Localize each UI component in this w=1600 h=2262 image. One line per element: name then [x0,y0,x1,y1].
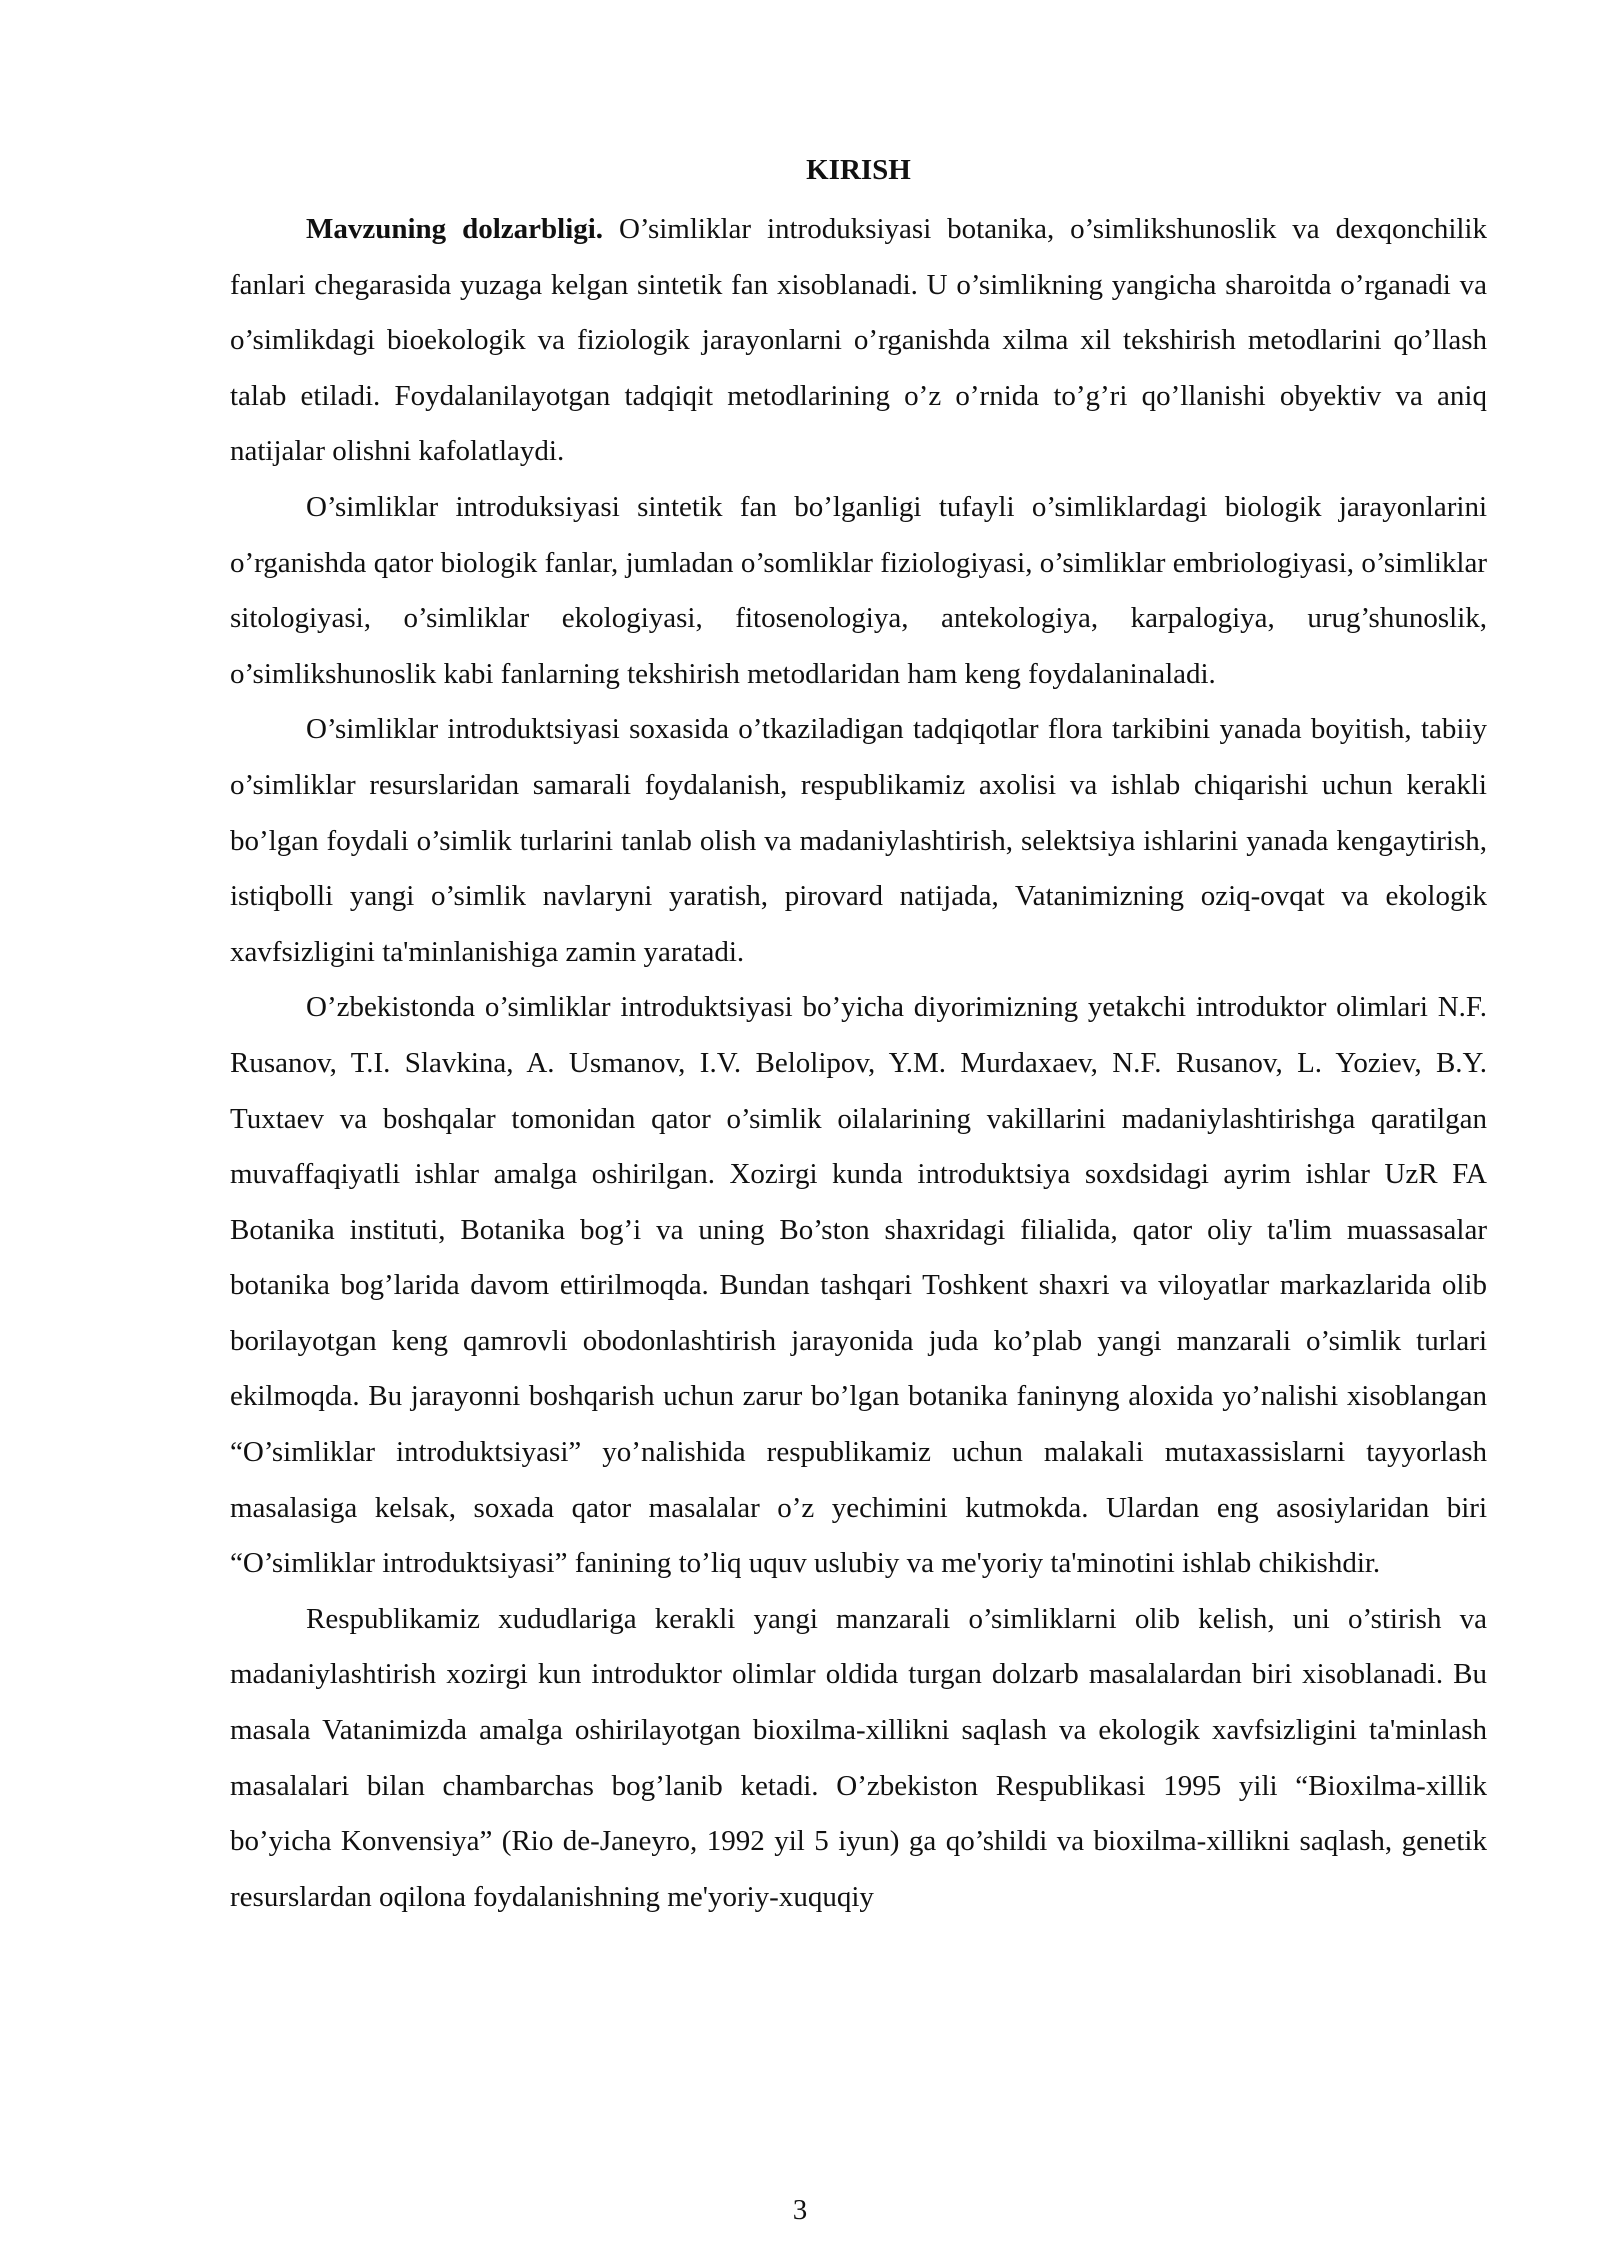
paragraph-scientists: O’zbekistonda o’simliklar introduktsiyasi bo’yicha diyorimizning yetakchi introduktor olimlari N.F. Rusanov, T.I. Slavkina, A. Usmanov, I.V. Belolipov, Y.M. Murdaxaev, N.F. Rusanov, L. Yoziev, B.Y. Tuxtaev va boshqalar tomonidan qator o’simlik oilalarining vakillarini madaniylashtirishga qaratilgan muvaffaqiyatli ishlar amalga oshirilgan. Xozirgi kunda introduktsiya soxdsidagi ayrim ishlar UzR FA Botanika instituti, Botanika bog’i va uning Bo’ston shaxridagi filialida, qator oliy ta'lim muassasalar botanika bog’larida davom ettirilmoqda. Bundan tashqari Toshkent shaxri va viloyatlar markazlarida olib borilayotgan keng qamrovli obodonlashtirish jarayonida juda ko’plab yangi manzarali o’simlik turlari ekilmoqda. Bu jarayonni boshqarish uchun zarur bo’lgan botanika faninyng aloxida yo’nalishi xisoblangan “O’simliklar introduktsiyasi” yo’nalishida respublikamiz uchun malakali mutaxassislarni tayyorlash masalasiga kelsak, soxada qator masalalar o’z yechimini kutmokda. Ulardan eng asosiylaridan biri “O’simliklar introduktsiyasi” fanining to’liq uquv uslubiy va me'yoriy ta'minotini ishlab chikishdir. [230,991,1487,1580]
document-body [230,202,1487,1925]
paragraph-biodiversity: Respublikamiz xududlariga kerakli yangi manzarali o’simliklarni olib kelish, uni o’stirish va madaniylashtirish xozirgi kun introduktor olimlar oldida turgan dolzarb masalalardan biri xisoblanadi. Bu masala Vatanimizda amalga oshirilayotgan bioxilma-xillikni saqlash va ekologik xavfsizligini ta'minlash masalalari bilan chambarchas bog’lanib ketadi. O’zbekiston Respublikasi 1995 yili “Bioxilma-xillik bo’yicha Konvensiya” (Rio de-Janeyro, 1992 yil 5 iyun) ga qo’shildi va bioxilma-xillikni saqlash, genetik resurslardan oqilona foydalanishning me'yoriy-xuquqiy [230,1602,1487,1913]
paragraph-research: O’simliklar introduktsiyasi soxasida o’tkaziladigan tadqiqotlar flora tarkibini yanada boyitish, tabiiy o’simliklar resurslaridan samarali foydalanish, respublikamiz axolisi va ishlab chiqarishi uchun kerakli bo’lgan foydali o’simlik turlarini tanlab olish va madaniylashtirish, selektsiya ishlarini yanada kengaytirish, istiqbolli yangi o’simlik navlaryni yaratish, pirovard natijada, Vatanimizning oziq-ovqat va ekologik xavfsizligini ta'minlanishiga zamin yaratadi. [230,713,1487,968]
paragraph-relevance [230,202,1487,480]
paragraph-methods: O’simliklar introduksiyasi sintetik fan bo’lganligi tufayli o’simliklardagi biologik jarayonlarini o’rganishda qator biologik fanlar, jumladan o’somliklar fiziologiyasi, o’simliklar embriologiyasi, o’simliklar sitologiyasi, o’simliklar ekologiyasi, fitosenologiya, antekologiya, karpalogiya, urug’shunoslik, o’simlikshunoslik kabi fanlarning tekshirish metodlaridan ham keng foydalaninaladi. [230,490,1487,690]
page-title: KIRISH [806,154,911,186]
page-number: 3 [792,2194,808,2226]
paragraph-lead: Mavzuning dolzarbligi. [306,213,604,245]
paragraph-text: O’simliklar introduksiyasi botanika, o’simlikshunoslik va dexqonchilik fanlari chegarasida yuzaga kelgan sintetik fan xisoblanadi. U o’simlikning yangicha sharoitda o’rganadi va o’simlikdagi bioekologik va fiziologik jarayonlarni o’rganishda xilma xil tekshirish metodlarini qo’llash talab etiladi. Foydalanilayotgan tadqiqit metodlarining o’z o’rnida to’g’ri qo’llanishi obyektiv va aniq natijalar olishni kafolatlaydi. [230,213,1487,468]
